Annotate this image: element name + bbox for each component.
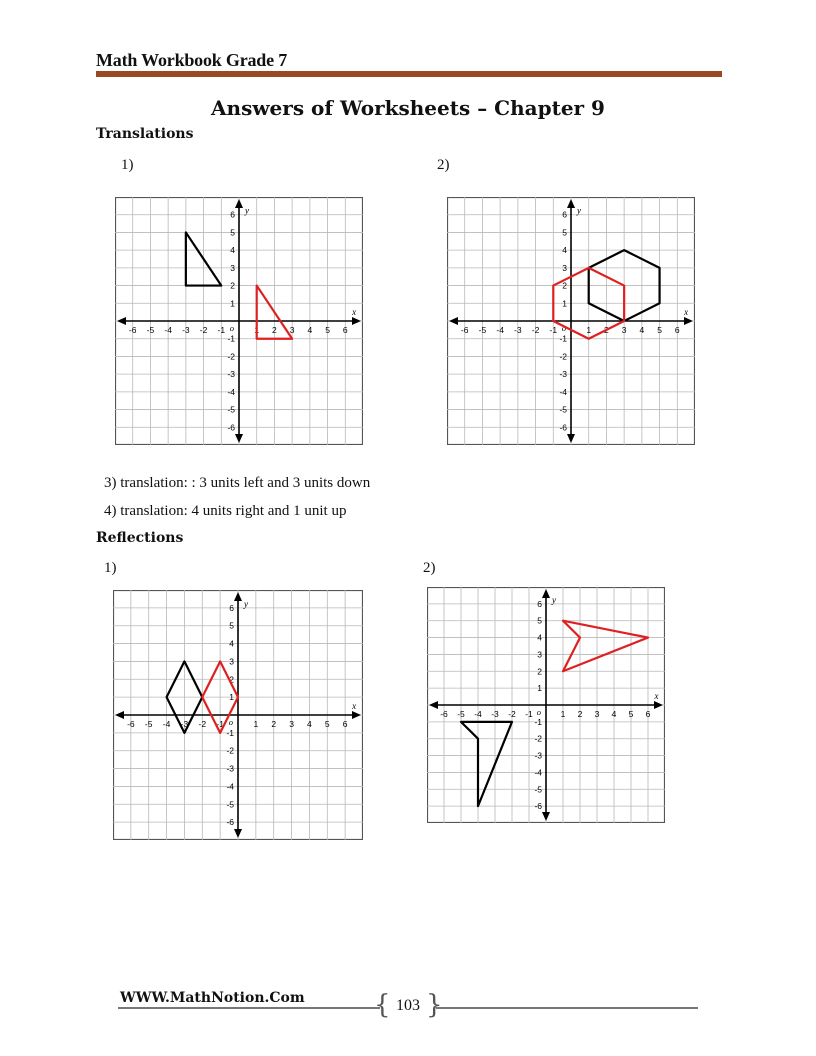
origin-label: o	[229, 323, 234, 333]
y-tick-label: -2	[227, 351, 235, 362]
y-axis-label: y	[577, 205, 581, 216]
y-tick-label: -4	[227, 386, 235, 397]
y-tick-label: -6	[534, 801, 542, 812]
reflections-section-title: Reflections	[96, 530, 184, 546]
translation-answer-3: 3) translation: : 3 units left and 3 units down	[104, 475, 371, 491]
y-tick-label: -3	[534, 750, 542, 761]
y-tick-label: 3	[230, 262, 235, 273]
x-tick-label: 4	[307, 719, 312, 729]
y-tick-label: 4	[537, 632, 542, 643]
x-tick-label: -3	[491, 709, 499, 719]
y-axis-label: y	[552, 594, 556, 605]
y-tick-label: -1	[226, 727, 234, 738]
reflection-problem-1-label: 1)	[104, 560, 117, 576]
header-rule	[96, 71, 722, 77]
y-tick-label: 1	[230, 298, 235, 309]
x-tick-label: 1	[560, 709, 566, 719]
translation-problem-1-label: 1)	[121, 157, 134, 173]
y-axis-label: y	[244, 598, 248, 609]
y-tick-label: -2	[226, 745, 234, 756]
y-tick-label: 4	[229, 638, 234, 649]
x-tick-label: 5	[325, 325, 330, 335]
x-tick-label: 6	[342, 719, 348, 729]
x-tick-label: 2	[604, 325, 609, 335]
x-tick-label: -3	[180, 719, 189, 729]
x-tick-label: 4	[639, 325, 645, 335]
x-tick-label: -6	[460, 325, 469, 335]
x-axis-label: x	[684, 307, 689, 317]
x-tick-label: -6	[127, 719, 135, 729]
y-axis-label: y	[245, 205, 249, 216]
y-tick-label: 1	[537, 683, 542, 694]
reflection-1-graph	[113, 590, 363, 840]
x-tick-label: -1	[216, 719, 224, 729]
book-title: Math Workbook Grade 7	[96, 50, 287, 70]
x-tick-label: 1	[253, 719, 259, 729]
x-tick-label: 4	[611, 709, 617, 719]
y-tick-label: 5	[562, 227, 567, 238]
x-tick-label: -5	[478, 325, 487, 335]
x-tick-label: -5	[144, 719, 153, 729]
x-tick-label: 6	[674, 325, 680, 335]
x-tick-label: 3	[289, 325, 295, 335]
y-tick-label: 3	[537, 649, 542, 660]
x-tick-label: -6	[440, 709, 448, 719]
x-tick-label: -5	[146, 325, 155, 335]
origin-label: o	[228, 717, 233, 727]
x-tick-label: -4	[474, 709, 482, 719]
y-tick-label: 2	[229, 674, 234, 685]
x-tick-label: 2	[271, 719, 277, 729]
y-tick-label: -4	[226, 781, 234, 792]
right-brace-icon: }	[426, 990, 443, 1020]
x-tick-label: 5	[324, 719, 330, 729]
y-tick-label: 4	[230, 245, 235, 256]
x-tick-label: 6	[342, 325, 348, 335]
y-tick-label: 6	[230, 209, 235, 220]
x-tick-label: 3	[594, 709, 600, 719]
x-tick-label: -3	[514, 325, 522, 335]
x-tick-label: -3	[182, 325, 190, 335]
y-tick-label: 1	[229, 692, 234, 703]
page-heading: Answers of Worksheets – Chapter 9	[211, 96, 605, 120]
y-tick-label: 3	[229, 656, 234, 667]
y-tick-label: 1	[562, 298, 567, 309]
x-tick-label: 1	[254, 325, 260, 335]
x-tick-label: 4	[307, 325, 313, 335]
y-tick-label: -1	[227, 333, 235, 344]
x-tick-label: -1	[217, 325, 226, 335]
y-tick-label: -3	[227, 369, 235, 380]
y-tick-label: -1	[559, 333, 567, 344]
y-tick-label: -5	[534, 784, 542, 795]
y-tick-label: -2	[534, 733, 542, 744]
y-tick-label: -2	[559, 351, 567, 362]
y-tick-label: -3	[226, 763, 234, 774]
x-tick-label: -4	[162, 719, 171, 729]
x-axis-label: x	[352, 307, 357, 317]
x-tick-label: 2	[272, 325, 277, 335]
x-tick-label: 3	[289, 719, 294, 729]
y-tick-label: -6	[227, 422, 235, 433]
x-tick-label: -2	[198, 719, 207, 729]
y-tick-label: 6	[562, 209, 567, 220]
x-tick-label: 5	[628, 709, 634, 719]
x-tick-label: -5	[457, 709, 465, 719]
y-tick-label: -3	[559, 369, 567, 380]
x-tick-label: -1	[549, 325, 558, 335]
y-tick-label: -5	[226, 799, 234, 810]
y-tick-label: -5	[227, 404, 235, 415]
y-tick-label: 5	[230, 227, 235, 238]
y-tick-label: -6	[226, 817, 234, 828]
translation-answer-4: 4) translation: 4 units right and 1 unit up	[104, 503, 347, 519]
reflection-problem-2-label: 2)	[423, 560, 436, 576]
x-tick-label: 6	[645, 709, 651, 719]
footer-site: WWW.MathNotion.Com	[120, 990, 305, 1006]
y-tick-label: 6	[229, 602, 234, 613]
y-tick-label: 5	[229, 620, 234, 631]
page-number: 103	[396, 997, 420, 1014]
origin-label: o	[536, 707, 541, 717]
x-tick-label: -4	[496, 325, 504, 335]
y-tick-label: -1	[534, 716, 542, 727]
left-brace-icon: {	[374, 990, 391, 1020]
x-tick-label: -2	[531, 325, 540, 335]
y-tick-label: -5	[559, 404, 567, 415]
x-tick-label: -4	[164, 325, 172, 335]
x-tick-label: -2	[508, 709, 516, 719]
y-tick-label: 2	[562, 280, 567, 291]
translation-1-graph	[115, 197, 363, 445]
y-tick-label: 5	[537, 615, 542, 626]
y-tick-label: 2	[537, 666, 542, 677]
x-axis-label: x	[352, 701, 357, 711]
y-tick-label: 4	[562, 245, 567, 256]
x-tick-label: 1	[586, 325, 592, 335]
translations-section-title: Translations	[96, 126, 194, 142]
y-tick-label: -4	[559, 386, 567, 397]
translation-2-graph	[447, 197, 695, 445]
x-tick-label: 2	[577, 709, 583, 719]
y-tick-label: -4	[534, 767, 542, 778]
translation-problem-2-label: 2)	[437, 157, 450, 173]
x-axis-label: x	[654, 691, 659, 701]
x-tick-label: 3	[621, 325, 627, 335]
x-tick-label: -2	[199, 325, 208, 335]
y-tick-label: 2	[230, 280, 235, 291]
y-tick-label: 3	[562, 262, 567, 273]
origin-label: o	[561, 323, 566, 333]
y-tick-label: 6	[537, 598, 542, 609]
y-tick-label: -6	[559, 422, 567, 433]
x-tick-label: -6	[128, 325, 137, 335]
reflection-2-graph	[427, 587, 665, 823]
x-tick-label: -1	[525, 709, 533, 719]
x-tick-label: 5	[657, 325, 662, 335]
